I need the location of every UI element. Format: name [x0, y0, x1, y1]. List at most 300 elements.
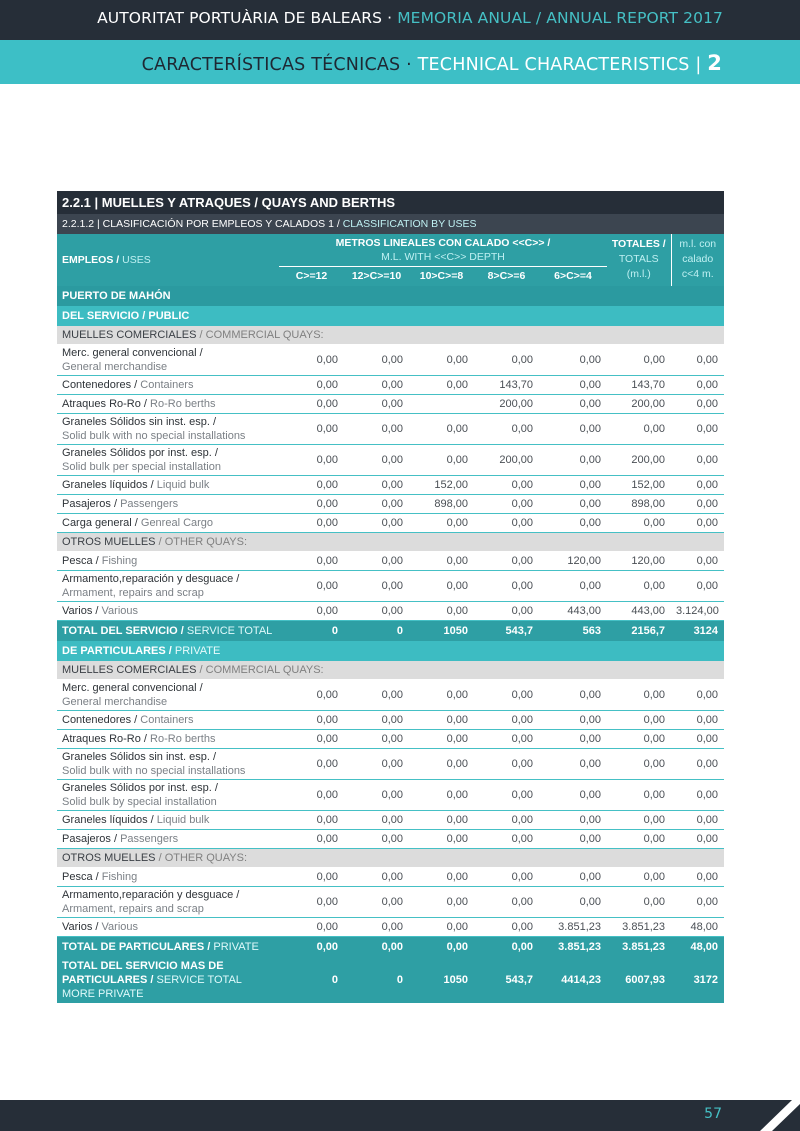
table-cell: 200,00	[474, 445, 539, 476]
total-cell: 2156,7	[607, 621, 671, 641]
grand-label-2-es: PARTICULARES /	[62, 973, 154, 986]
table-cell: 0,00	[344, 395, 409, 414]
table-cell: 0,00	[607, 514, 671, 533]
row-label-en: Armament, repairs and scrap	[62, 587, 204, 599]
row-label-en: Ro-Ro berths	[146, 398, 216, 410]
table-cell	[409, 395, 474, 414]
row-label-en: Armament, repairs and scrap	[62, 903, 204, 915]
category-es: MUELLES COMERCIALES	[62, 328, 197, 341]
row-label-en: Solid bulk with no special installations	[62, 430, 246, 442]
table-row	[57, 868, 724, 887]
category-row	[57, 849, 724, 868]
header-depth-limit: c<4 m.	[681, 268, 714, 281]
col-header-metros	[279, 234, 607, 267]
table-cell: 0,00	[409, 445, 474, 476]
row-label	[57, 868, 279, 887]
table-cell: 0,00	[671, 571, 724, 602]
total-private-row-label	[57, 937, 279, 957]
total-cell: 543,7	[474, 957, 539, 1003]
table-cell: 120,00	[607, 552, 671, 571]
col-header-shallow	[671, 234, 724, 286]
public-group-row	[57, 306, 724, 326]
table-cell: 0,00	[344, 445, 409, 476]
page-number: 57	[704, 1106, 722, 1122]
row-label	[57, 345, 279, 376]
table-cell: 0,00	[539, 730, 607, 749]
table-cell: 0,00	[279, 376, 344, 395]
table-cell: 3.851,23	[539, 918, 607, 937]
row-label-es: Graneles líquidos /	[62, 814, 154, 826]
category-row	[57, 533, 724, 552]
col-header-uses	[57, 234, 279, 286]
section-title-es: CARACTERÍSTICAS TÉCNICAS	[141, 55, 401, 75]
table-cell: 0,00	[344, 918, 409, 937]
group-en: PRIVATE	[171, 644, 221, 657]
row-label-es: Pesca /	[62, 555, 99, 567]
table-cell: 0,00	[279, 868, 344, 887]
table-cell: 0,00	[279, 414, 344, 445]
table-row	[57, 830, 724, 849]
table-cell: 0,00	[409, 868, 474, 887]
table-row	[57, 376, 724, 395]
table-title: 2.2.1 | MUELLES Y ATRAQUES / QUAYS AND BERTHS	[57, 191, 724, 214]
row-label-en: Genreal Cargo	[137, 517, 214, 529]
row-label	[57, 887, 279, 918]
row-label	[57, 476, 279, 495]
header-calado: calado	[682, 253, 714, 266]
subtitle-en: CLASSIFICATION BY USES	[339, 218, 477, 230]
table-cell: 0,00	[539, 414, 607, 445]
group-es: DE PARTICULARES /	[62, 644, 172, 657]
table-subtitle	[57, 214, 724, 234]
row-label-es: Armamento,reparación y desguace /	[62, 889, 240, 901]
table-row	[57, 918, 724, 937]
table-cell: 120,00	[539, 552, 607, 571]
table-cell: 0,00	[474, 887, 539, 918]
table-cell: 0,00	[671, 345, 724, 376]
table-cell: 0,00	[409, 552, 474, 571]
table-cell: 0,00	[474, 749, 539, 780]
table-cell: 48,00	[671, 918, 724, 937]
row-label-en: General merchandise	[62, 696, 168, 708]
table-cell: 0,00	[474, 414, 539, 445]
row-label-en: Liquid bulk	[153, 479, 210, 491]
total-cell: 3172	[671, 957, 724, 1003]
table-row	[57, 476, 724, 495]
port-row-label	[57, 286, 724, 306]
category-es: MUELLES COMERCIALES	[62, 663, 197, 676]
table-cell: 3.124,00	[671, 602, 724, 621]
row-label	[57, 395, 279, 414]
table-cell: 898,00	[607, 495, 671, 514]
header-ml-con: m.l. con	[679, 238, 717, 251]
table-cell: 0,00	[344, 680, 409, 711]
table-cell: 443,00	[539, 602, 607, 621]
total-label-en: PRIVATE	[210, 940, 259, 953]
total-cell: 1050	[409, 957, 474, 1003]
total-public-row-label	[57, 621, 279, 641]
grand-label-2-en: SERVICE TOTAL	[153, 973, 242, 986]
total-cell: 0,00	[344, 937, 409, 957]
row-label-en: Liquid bulk	[153, 814, 210, 826]
title-slash: /	[530, 9, 547, 27]
grand-label-3: MORE PRIVATE	[62, 987, 144, 1000]
table-cell: 0,00	[344, 830, 409, 849]
total-label-en: SERVICE TOTAL	[183, 624, 273, 637]
table-cell: 0,00	[539, 680, 607, 711]
table-cell: 0,00	[344, 711, 409, 730]
total-cell: 0,00	[409, 937, 474, 957]
table-cell: 0,00	[607, 780, 671, 811]
table-cell: 0,00	[344, 414, 409, 445]
header-metros-en: M.L. WITH <<C>> DEPTH	[381, 251, 505, 263]
table-cell: 0,00	[607, 571, 671, 602]
row-label-en: Various	[98, 921, 139, 933]
group-en: PUBLIC	[145, 309, 190, 322]
row-label	[57, 571, 279, 602]
corner-stripe-icon	[730, 1100, 800, 1131]
quays-table	[57, 191, 724, 1003]
category-row-label	[57, 326, 724, 345]
row-label-es: Pesca /	[62, 871, 99, 883]
row-label-es: Graneles Sólidos sin inst. esp. /	[62, 751, 217, 763]
table-cell: 0,00	[539, 887, 607, 918]
col-header-depth: C>=12	[279, 267, 344, 286]
header-empleos: EMPLEOS /	[62, 253, 120, 266]
row-label	[57, 376, 279, 395]
section-pipe: |	[689, 55, 708, 75]
table-cell: 0,00	[539, 476, 607, 495]
total-cell: 0	[279, 957, 344, 1003]
total-cell: 48,00	[671, 937, 724, 957]
total-cell: 0,00	[474, 937, 539, 957]
footer-bar	[0, 1100, 800, 1131]
table-cell: 0,00	[344, 602, 409, 621]
table-cell: 0,00	[279, 445, 344, 476]
table-cell: 0,00	[671, 780, 724, 811]
section-title-en: TECHNICAL CHARACTERISTICS	[417, 55, 690, 75]
row-label	[57, 780, 279, 811]
group-es: DEL SERVICIO /	[62, 309, 146, 322]
private-group-row-label	[57, 641, 724, 661]
row-label	[57, 445, 279, 476]
table-cell: 0,00	[671, 811, 724, 830]
row-label	[57, 811, 279, 830]
table-cell: 0,00	[607, 730, 671, 749]
table-cell: 0,00	[279, 749, 344, 780]
report-title	[97, 9, 723, 27]
table-cell: 0,00	[344, 730, 409, 749]
table-cell: 0,00	[474, 811, 539, 830]
header-uses: USES	[119, 253, 151, 266]
row-label-es: Graneles líquidos /	[62, 479, 154, 491]
row-label	[57, 680, 279, 711]
table-cell: 0,00	[409, 514, 474, 533]
col-header-depth: 8>C>=6	[474, 267, 539, 286]
table-row	[57, 749, 724, 780]
table-cell: 0,00	[279, 730, 344, 749]
row-label-en: General merchandise	[62, 361, 168, 373]
table-cell: 0,00	[539, 571, 607, 602]
row-label-es: Merc. general convencional /	[62, 682, 203, 694]
table-cell: 0,00	[474, 830, 539, 849]
total-label-line	[62, 987, 274, 1001]
table-row	[57, 811, 724, 830]
row-label	[57, 830, 279, 849]
row-label	[57, 918, 279, 937]
row-label-en: Containers	[137, 379, 194, 391]
table-cell: 0,00	[539, 830, 607, 849]
table-cell: 0,00	[409, 918, 474, 937]
row-label-es: Pasajeros /	[62, 833, 118, 845]
row-label-en: Fishing	[98, 871, 138, 883]
col-header-depth: 12>C>=10	[344, 267, 409, 286]
table-cell: 152,00	[607, 476, 671, 495]
table-cell: 0,00	[409, 345, 474, 376]
table-row	[57, 680, 724, 711]
table-cell: 0,00	[474, 495, 539, 514]
table-cell: 0,00	[344, 780, 409, 811]
table-cell: 0,00	[279, 918, 344, 937]
table-cell: 0,00	[344, 868, 409, 887]
table-cell: 0,00	[607, 345, 671, 376]
table-cell: 0,00	[344, 887, 409, 918]
table-row	[57, 780, 724, 811]
row-label-en: Fishing	[98, 555, 138, 567]
table-cell: 0,00	[474, 476, 539, 495]
table-row	[57, 711, 724, 730]
row-label-en: Ro-Ro berths	[146, 733, 216, 745]
row-label-es: Varios /	[62, 605, 99, 617]
table-cell: 0,00	[671, 711, 724, 730]
header-totales: TOTALES /	[611, 238, 666, 251]
table-cell: 0,00	[344, 749, 409, 780]
memoria-label: MEMORIA ANUAL	[397, 9, 531, 27]
table-row	[57, 571, 724, 602]
table-row	[57, 887, 724, 918]
total-cell: 563	[539, 621, 607, 641]
table-cell: 0,00	[474, 868, 539, 887]
col-header-depth: 10>C>=8	[409, 267, 474, 286]
table-cell: 0,00	[539, 811, 607, 830]
table-cell: 898,00	[409, 495, 474, 514]
row-label-en: Passengers	[117, 498, 179, 510]
table-cell: 0,00	[539, 445, 607, 476]
table-cell: 0,00	[344, 811, 409, 830]
table-cell: 0,00	[671, 868, 724, 887]
table-cell: 0,00	[409, 571, 474, 602]
row-label-en: Solid bulk per special installation	[62, 461, 221, 473]
category-en: / OTHER QUAYS:	[155, 536, 248, 548]
row-label-es: Contenedores /	[62, 714, 138, 726]
section-bar	[0, 40, 800, 84]
port-name: PUERTO DE MAHÓN	[62, 289, 171, 302]
table-cell: 0,00	[344, 571, 409, 602]
table-title-row	[57, 191, 724, 214]
table-cell: 0,00	[671, 887, 724, 918]
table-cell: 0,00	[607, 887, 671, 918]
table-cell: 0,00	[409, 602, 474, 621]
total-cell: 0	[344, 621, 409, 641]
category-row-label	[57, 849, 724, 868]
category-row-label	[57, 661, 724, 680]
table-cell: 0,00	[539, 376, 607, 395]
table-cell: 0,00	[279, 476, 344, 495]
table-cell: 0,00	[344, 476, 409, 495]
table-cell: 0,00	[409, 711, 474, 730]
row-label	[57, 711, 279, 730]
table-cell: 3.851,23	[607, 918, 671, 937]
public-group-row-label	[57, 306, 724, 326]
category-en: / COMMERCIAL QUAYS:	[196, 663, 324, 676]
total-public-row	[57, 621, 724, 641]
table-cell: 0,00	[474, 571, 539, 602]
org-name: AUTORITAT PORTUÀRIA DE BALEARS	[97, 9, 383, 27]
table-cell: 0,00	[474, 345, 539, 376]
table-cell: 0,00	[671, 445, 724, 476]
table-cell: 200,00	[607, 445, 671, 476]
private-group-row	[57, 641, 724, 661]
table-cell: 0,00	[607, 711, 671, 730]
annual-report-label: ANNUAL REPORT	[546, 9, 679, 27]
table-cell: 0,00	[474, 711, 539, 730]
table-row	[57, 514, 724, 533]
row-label	[57, 414, 279, 445]
row-label-es: Atraques Ro-Ro /	[62, 733, 147, 745]
table-cell: 0,00	[279, 571, 344, 602]
total-cell: 0,00	[279, 937, 344, 957]
grand-total-row-label	[57, 957, 279, 1003]
table-cell: 0,00	[671, 414, 724, 445]
table-cell: 0,00	[279, 345, 344, 376]
row-label-es: Graneles Sólidos por inst. esp. /	[62, 782, 218, 794]
category-es: OTROS MUELLES	[62, 536, 156, 548]
table-cell: 0,00	[279, 395, 344, 414]
row-label-en: Passengers	[117, 833, 179, 845]
table-cell: 0,00	[539, 395, 607, 414]
row-label	[57, 602, 279, 621]
table-cell: 0,00	[279, 887, 344, 918]
table-cell: 0,00	[607, 868, 671, 887]
table-cell: 0,00	[539, 345, 607, 376]
table-cell: 0,00	[607, 830, 671, 849]
row-label-es: Carga general /	[62, 517, 138, 529]
table-cell: 0,00	[474, 514, 539, 533]
header-row-1	[57, 234, 724, 267]
table-cell: 0,00	[279, 602, 344, 621]
table-cell: 0,00	[409, 830, 474, 849]
row-label-es: Graneles Sólidos por inst. esp. /	[62, 447, 218, 459]
table-cell: 0,00	[409, 811, 474, 830]
total-cell: 3.851,23	[539, 937, 607, 957]
category-row	[57, 326, 724, 345]
row-label-en: Solid bulk with no special installations	[62, 765, 246, 777]
table-cell: 0,00	[279, 830, 344, 849]
row-label-es: Pasajeros /	[62, 498, 118, 510]
total-cell: 3124	[671, 621, 724, 641]
table-cell: 0,00	[279, 495, 344, 514]
table-cell: 0,00	[607, 414, 671, 445]
table-cell: 0,00	[474, 680, 539, 711]
table-cell: 0,00	[539, 495, 607, 514]
col-header-totals	[607, 234, 671, 286]
table-cell: 0,00	[279, 552, 344, 571]
row-label-es: Armamento,reparación y desguace /	[62, 573, 240, 585]
table-cell: 0,00	[279, 711, 344, 730]
table-cell: 0,00	[474, 552, 539, 571]
total-private-row	[57, 937, 724, 957]
table-cell: 0,00	[409, 414, 474, 445]
table-cell: 0,00	[409, 376, 474, 395]
category-row	[57, 661, 724, 680]
row-label	[57, 495, 279, 514]
row-label-en: Various	[98, 605, 139, 617]
table-cell: 0,00	[409, 780, 474, 811]
table-cell: 0,00	[607, 680, 671, 711]
header-totals: TOTALS	[618, 253, 659, 266]
table-row	[57, 445, 724, 476]
row-label	[57, 730, 279, 749]
report-year: 2017	[678, 9, 723, 27]
row-label-es: Contenedores /	[62, 379, 138, 391]
table-cell: 143,70	[607, 376, 671, 395]
total-cell: 4414,23	[539, 957, 607, 1003]
row-label-es: Merc. general convencional /	[62, 347, 203, 359]
col-header-depth: 6>C>=4	[539, 267, 607, 286]
table-cell: 0,00	[344, 514, 409, 533]
table-cell: 0,00	[671, 476, 724, 495]
table-cell: 0,00	[671, 376, 724, 395]
table-cell: 0,00	[671, 749, 724, 780]
table-cell: 0,00	[671, 552, 724, 571]
table-cell: 0,00	[671, 495, 724, 514]
table-cell: 0,00	[344, 376, 409, 395]
row-label-en: Containers	[137, 714, 194, 726]
table-cell: 0,00	[671, 830, 724, 849]
table-cell: 0,00	[539, 868, 607, 887]
table-row	[57, 730, 724, 749]
category-en: / COMMERCIAL QUAYS:	[196, 328, 324, 341]
row-label	[57, 552, 279, 571]
total-label-line	[62, 973, 274, 987]
total-cell: 3.851,23	[607, 937, 671, 957]
total-label-es: TOTAL DE PARTICULARES /	[62, 940, 211, 953]
subtitle-es: 2.2.1.2 | CLASIFICACIÓN POR EMPLEOS Y CALADOS 1 /	[62, 218, 340, 230]
table-cell: 0,00	[671, 514, 724, 533]
table-cell: 0,00	[409, 680, 474, 711]
table-cell: 0,00	[344, 345, 409, 376]
row-label	[57, 749, 279, 780]
table-cell: 0,00	[279, 811, 344, 830]
table-cell: 143,70	[474, 376, 539, 395]
table-cell: 0,00	[409, 730, 474, 749]
row-label-es: Varios /	[62, 921, 99, 933]
section-separator: ·	[400, 55, 418, 75]
total-label-line	[62, 959, 274, 973]
table-cell: 0,00	[671, 730, 724, 749]
row-label-es: Atraques Ro-Ro /	[62, 398, 147, 410]
table-row	[57, 552, 724, 571]
header-bar	[0, 0, 800, 40]
table-cell: 0,00	[409, 887, 474, 918]
header-ml: (m.l.)	[626, 268, 651, 281]
table-cell: 0,00	[539, 711, 607, 730]
section-number: 2	[707, 51, 722, 75]
table-row	[57, 495, 724, 514]
total-cell: 0	[279, 621, 344, 641]
table-cell: 0,00	[671, 395, 724, 414]
table-cell: 0,00	[279, 780, 344, 811]
